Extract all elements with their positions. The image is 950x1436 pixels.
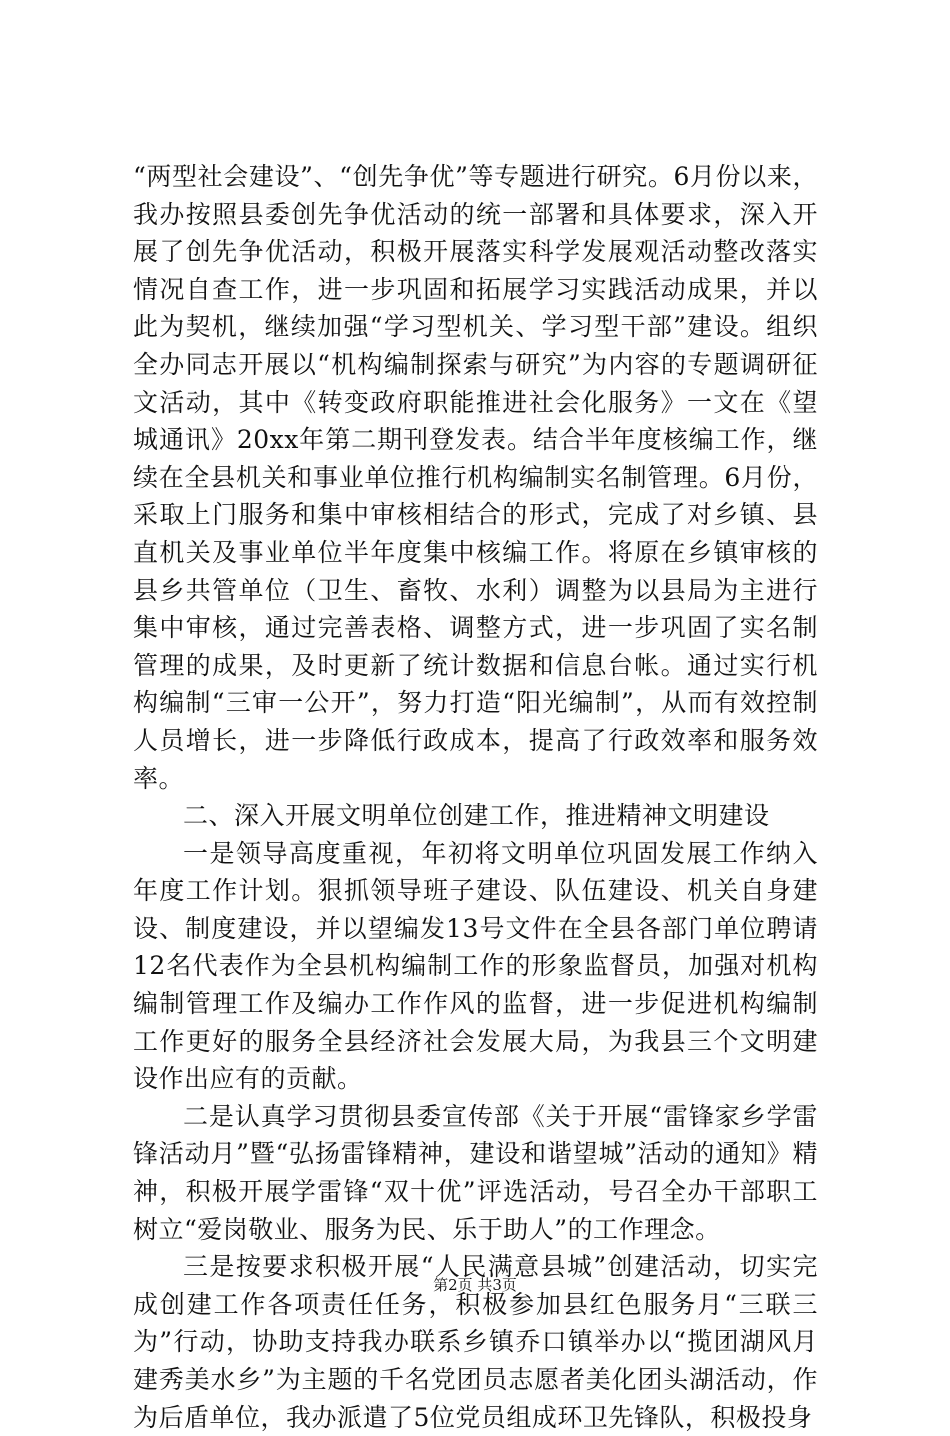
paragraph-3: 一是领导高度重视，年初将文明单位巩固发展工作纳入年度工作计划。狠抓领导班子建设、队伍建设、机关自身建设、制度建设，并以望编发13号文件在全县各部门单位聘请12名代表作为全县机构编制工作的形象监督员，加强对机构编制管理工作及编办工作作风的监督，进一步促进机构编制工作更好的服务全县经济社会发展大局，为我县三个文明建设作出应有的贡献。 bbox=[133, 838, 818, 1094]
document-body bbox=[133, 158, 818, 1436]
page-footer: 第2页 共3页 bbox=[433, 1276, 517, 1294]
section-heading-2: 二、深入开展文明单位创建工作，推进精神文明建设 bbox=[183, 801, 770, 831]
paragraph-5: 三是按要求积极开展“人民满意县城”创建活动，切实完成创建工作各项责任任务，积极参加县红色服务月“三联三为”行动，协助支持我办联系乡镇乔口镇举办以“揽团湖风月建秀美水乡”为主题的千名党团员志愿者美化团头湖活动，作为后盾单位，我办派遣了5位党员组成环卫先锋队，积极投身 bbox=[133, 1252, 818, 1432]
paragraph-4: 二是认真学习贯彻县委宣传部《关于开展“雷锋家乡学雷锋活动月”暨“弘扬雷锋精神，建设和谐望城”活动的通知》精神，积极开展学雷锋“双十优”评选活动，号召全办干部职工树立“爱岗敬业、服务为民、乐于助人”的工作理念。 bbox=[133, 1101, 818, 1244]
paragraph-1: “两型社会建设”、“创先争优”等专题进行研究。6月份以来，我办按照县委创先争优活动的统一部署和具体要求，深入开展了创先争优活动，积极开展落实科学发展观活动整改落实情况自查工作，进一步巩固和拓展学习实践活动成果，并以此为契机，继续加强“学习型机关、学习型干部”建设。组织全办同志开展以“机构编制探索与研究”为内容的专题调研征文活动，其中《转变政府职能推进社会化服务》一文在《望城通讯》20xx年第二期刊登发表。结合半年度核编工作，继续在全县机关和事业单位推行机构编制实名制管理。6月份，采取上门服务和集中审核相结合的形式，完成了对乡镇、县直机关及事业单位半年度集中核编工作。将原在乡镇审核的县乡共管单位（卫生、畜牧、水利）调整为以县局为主进行集中审核，通过完善表格、调整方式，进一步巩固了实名制管理的成果，及时更新了统计数据和信息台帐。通过实行机构编制“三审一公开”，努力打造“阳光编制”，从而有效控制人员增长，进一步降低行政成本，提高了行政效率和服务效率。 bbox=[133, 162, 818, 793]
